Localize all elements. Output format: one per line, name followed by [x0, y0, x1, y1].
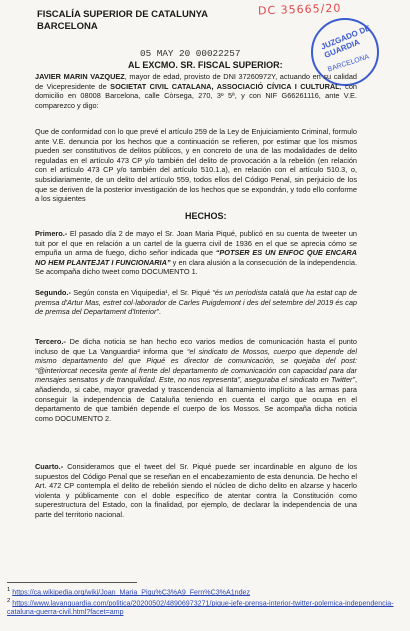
- org-city: BARCELONA: [37, 21, 98, 32]
- complainant-name: JAVIER MARIN VAZQUEZ: [35, 72, 125, 81]
- footnote-divider: [7, 582, 137, 583]
- fact-first: Primero.- El pasado día 2 de mayo el Sr. Joan Maria Piqué, publicó en su cuenta de tweeter un tuit por el que en relación a un cartel de la guerra civil de 1936 en el que se aprecia cómo se empuña un arma de fuego, dicho señor indicada que “POTSER ES UN ENFOC QUE ENCARA NO HEM PLANTEJAT I FUNCIONARIA” y en clara alusión a la consecución de la independencia. Se acompaña dicho tweet como DOCUMENTO 1.: [35, 229, 357, 277]
- complaint-paragraph: Que de conformidad con lo que prevé el artículo 259 de la Ley de Enjuiciamiento Criminal, formulo ante V.E. denuncia por los hechos que a continuación se refieren, por estimar que los mismos pueden ser constitutivos de delitos públicos, y en concreto de una de las modalidades de delito reguladas en el artículo 473 CP y/o también del delito de provocación a la rebelión (en relación con el artículo 473 CP y/o también del artículo 510.1.a), en relación con el artículo 510.3, o, subsidiariamente, de un delito del artículo 559, todos ellos del Código Penal, sin perjuicio de los que se deriven de la posterior investigación de los hechos que se expondrán, y todo ello conforme a los siguientes: [35, 127, 357, 204]
- seal-subtext: BARCELONA: [326, 53, 371, 74]
- addressee: AL EXCMO. SR. FISCAL SUPERIOR:: [128, 60, 283, 70]
- footnote-1: $^1$ https://ca.wikipedia.org/wiki/Joan_Maria_Piqu%C3%A9_Fern%C3%A1ndez: [7, 587, 251, 597]
- letterhead: [37, 9, 208, 33]
- fact-second: Segundo.- Según consta en Viquipedia¹, el Sr. Piqué “és un periodista català que ha estat cap de premsa d'Artur Mas, estret col·laborador de Carles Puigdemont i des del setembre del 2019 és cap de premsa del Departament d'Interior”.: [35, 288, 357, 317]
- footnote-link-lavanguardia[interactable]: https://www.lavanguardia.com/politica/20200502/48906973271/pique-jefe-prensa-interior-twitter-polemica-independencia-cataluna-guerra-civil.html?facet=amp: [7, 599, 394, 617]
- association-name: SOCIETAT CIVIL CATALANA, ASSOCIACIÓ CÍVICA I CULTURAL: [110, 81, 340, 91]
- intro-paragraph: JAVIER MARIN VAZQUEZ, mayor de edad, provisto de DNI 37260972Y, actuando en su calidad de Vicepresidente de SOCIETAT CIVIL CATALANA, ASSOCIACIÓ CÍVICA I CULTURAL, con domicilio en 08008 Barcelona, calle Còrsega, 270, 3º 5ª, y con NIF G66261116, ante V.E. comparezco y digo:: [35, 72, 358, 110]
- footnote-2: $^2$ https://www.lavanguardia.com/politica/20200502/48906973271/pique-jefe-prensa-interior-twitter-polemica-independencia-cataluna-guerra-civil.html?facet=amp: [7, 598, 394, 617]
- handwritten-reference: DC 35665/20: [257, 1, 342, 18]
- seal-text: JUZGADO DE GUARDIA: [319, 23, 372, 60]
- footnote-link-wikipedia[interactable]: https://ca.wikipedia.org/wiki/Joan_Maria_Piqu%C3%A9_Fern%C3%A1ndez: [12, 588, 251, 597]
- fact-third: Tercero.- De dicha noticia se han hecho eco varios medios de comunicación hasta el punto incluso de que La Vanguardia² informa que “el sindicato de Mossos, cuerpo que depende del mismo departamento del que Piqué es director de comunicación, se quejaba del post: “@interiorcat necesita gente al frente del departamento de comunicación con capacidad para dar mensajes sensatos y de tranquilidad. Este, no nos representa”, aseguraba el sindicato en Twitter”, añadiendo, si cabe, mayor gravedad y trascendencia al llamamiento implícito a las armas para conseguir la independencia de Cataluña teniendo en cuenta el cargo que ocupa en el departamento de que también depende el cuerpo de los Mossos. Se acompaña dicha noticia como DOCUMENTO 2.: [35, 337, 357, 423]
- tweet-quote: “POTSER ES UN ENFOC QUE ENCARA NO HEM PLANTEJAT I FUNCIONARIA”: [35, 248, 357, 267]
- registry-stamp: 05 MAY 20 00022257: [140, 48, 241, 59]
- org-name: FISCALÍA SUPERIOR DE CATALUNYA: [37, 9, 209, 20]
- fact-fourth: Cuarto.- Consideramos que el tweet del Sr. Piqué puede ser incardinable en alguno de los supuestos del Código Penal que se reseñan en el encabezamiento de esta denuncia. De hecho el Art. 472 CP contempla el delito de rebelión siendo el núcleo de dicho delito en alzarse y hacerlo violenta y públicamente con el doble específico de atentar contra la Constitución como superestructura del Estado, con la finalidad, por ejemplo, de declarar la independencia de una parte del territorio nacional.: [35, 462, 357, 519]
- section-heading-hechos: HECHOS:: [185, 211, 227, 221]
